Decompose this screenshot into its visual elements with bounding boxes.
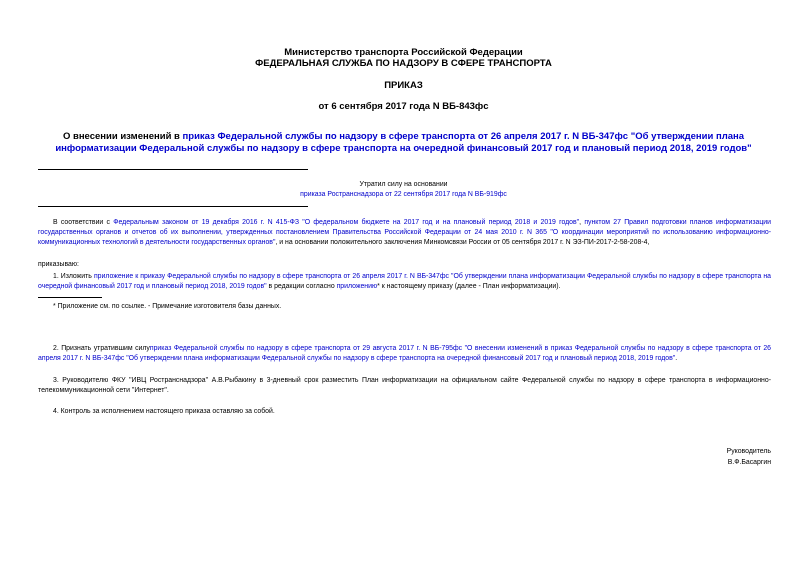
divider-top <box>38 169 308 170</box>
item-3-text: 3. Руководителю ФКУ "ИВЦ Ространснадзора" А.В.Рыбакину в 3-дневный срок разместить План информатизации на официальном сайте Федеральной службы по надзору в сфере транспорта в информационно-телекоммуникационной сети "Интернет". <box>38 377 771 394</box>
repealed-order-link[interactable]: приказ Федеральной службы по надзору в сфере транспорта от 29 августа 2017 г. N ВБ-795фс "О внесении изменений в приказ Федеральной службы по надзору в сфере транспорта от 26 апреля 2017 г. N ВБ-347фс "Об утверждении плана информатизации Федеральной службы по надзору в сфере транспорта на очередной финансовый 2017 год и плановый период 2018, 2019 годов" <box>38 345 771 362</box>
item-2-paragraph <box>38 344 771 364</box>
signature-name: В.Ф.Басаргин <box>727 459 771 466</box>
item-2-text-1: 2. Признать утратившим силу <box>53 345 150 352</box>
document-type: ПРИКАЗ <box>384 80 423 91</box>
signature-position: Руководитель <box>726 448 771 455</box>
preamble-paragraph <box>38 218 771 248</box>
footnote-text: * Приложение см. по ссылке. - Примечание изготовителя базы данных. <box>53 303 282 310</box>
item-2-text-2: . <box>675 355 678 362</box>
appendix-link[interactable]: приложению <box>336 283 378 290</box>
item-1-text-3: * к настоящему приказу (далее - План информатизации). <box>377 283 561 290</box>
divider-bottom <box>38 206 308 207</box>
preamble-text-1: В соответствии с <box>53 219 114 226</box>
status-note-link-wrap <box>0 190 807 199</box>
order-word: приказываю: <box>38 261 79 268</box>
appendix-order-link[interactable]: приложение к приказу Федеральной службы по надзору в сфере транспорта от 26 апреля 2017 г. N ВБ-347фс "Об утверждении плана информатизации Федеральной службы по надзору в сфере транспорта на очередной финансовый 2017 год и плановый период 2018, 2019 годов" <box>38 273 772 290</box>
footnote-divider <box>38 297 102 298</box>
federal-law-link[interactable]: Федеральным законом от 19 декабря 2016 г. N 415-ФЗ "О федеральном бюджете на 2017 год и на плановый период 2018 и 2019 годов" <box>113 219 580 226</box>
ministry-name: Министерство транспорта Российской Федерации <box>284 47 523 58</box>
status-note-line1: Утратил силу на основании <box>359 181 448 188</box>
item-3-paragraph <box>38 376 771 396</box>
status-note-link[interactable]: приказа Ространснадзора от 22 сентября 2017 года N ВБ-919фс <box>300 191 507 198</box>
title-prefix: О внесении изменений в <box>62 131 183 142</box>
item-1-text-2: в редакции согласно <box>266 283 337 290</box>
title-link[interactable]: приказ Федеральной службы по надзору в сфере транспорта от 26 апреля 2017 г. N ВБ-347фс "Об утверждении плана информатизации Федеральной службы по надзору в сфере транспорта на очередной финансовый 2017 год и плановый период 2018, 2019 годов" <box>55 131 752 154</box>
item-4-paragraph <box>38 407 771 417</box>
document-title <box>28 131 779 155</box>
item-4-text: 4. Контроль за исполнением настоящего приказа оставляю за собой. <box>53 408 275 415</box>
service-name: ФЕДЕРАЛЬНАЯ СЛУЖБА ПО НАДЗОРУ В СФЕРЕ ТРАНСПОРТА <box>255 58 552 69</box>
footnote <box>38 302 771 312</box>
item-1-paragraph <box>38 272 771 292</box>
preamble-text-2: , <box>579 219 585 226</box>
rules-link[interactable]: пунктом 27 Правил подготовки планов информатизации государственных органов и отчетов об их выполнении, утвержденных постановлением Правительства Российской Федерации от 24 мая 2010 г. N 365 "О координации мероприятий по использованию информационно-коммуникационных технологий в деятельности государственных органов" <box>38 219 771 246</box>
preamble-text-3: , и на основании положительного заключения Минкомсвязи России от 05 сентября 2017 г. N ЭЗ-ПИ-2017-2-58-208-4, <box>275 239 650 246</box>
item-1-text-1: 1. Изложить <box>53 273 94 280</box>
document-date: от 6 сентября 2017 года N ВБ-843фс <box>318 101 489 112</box>
